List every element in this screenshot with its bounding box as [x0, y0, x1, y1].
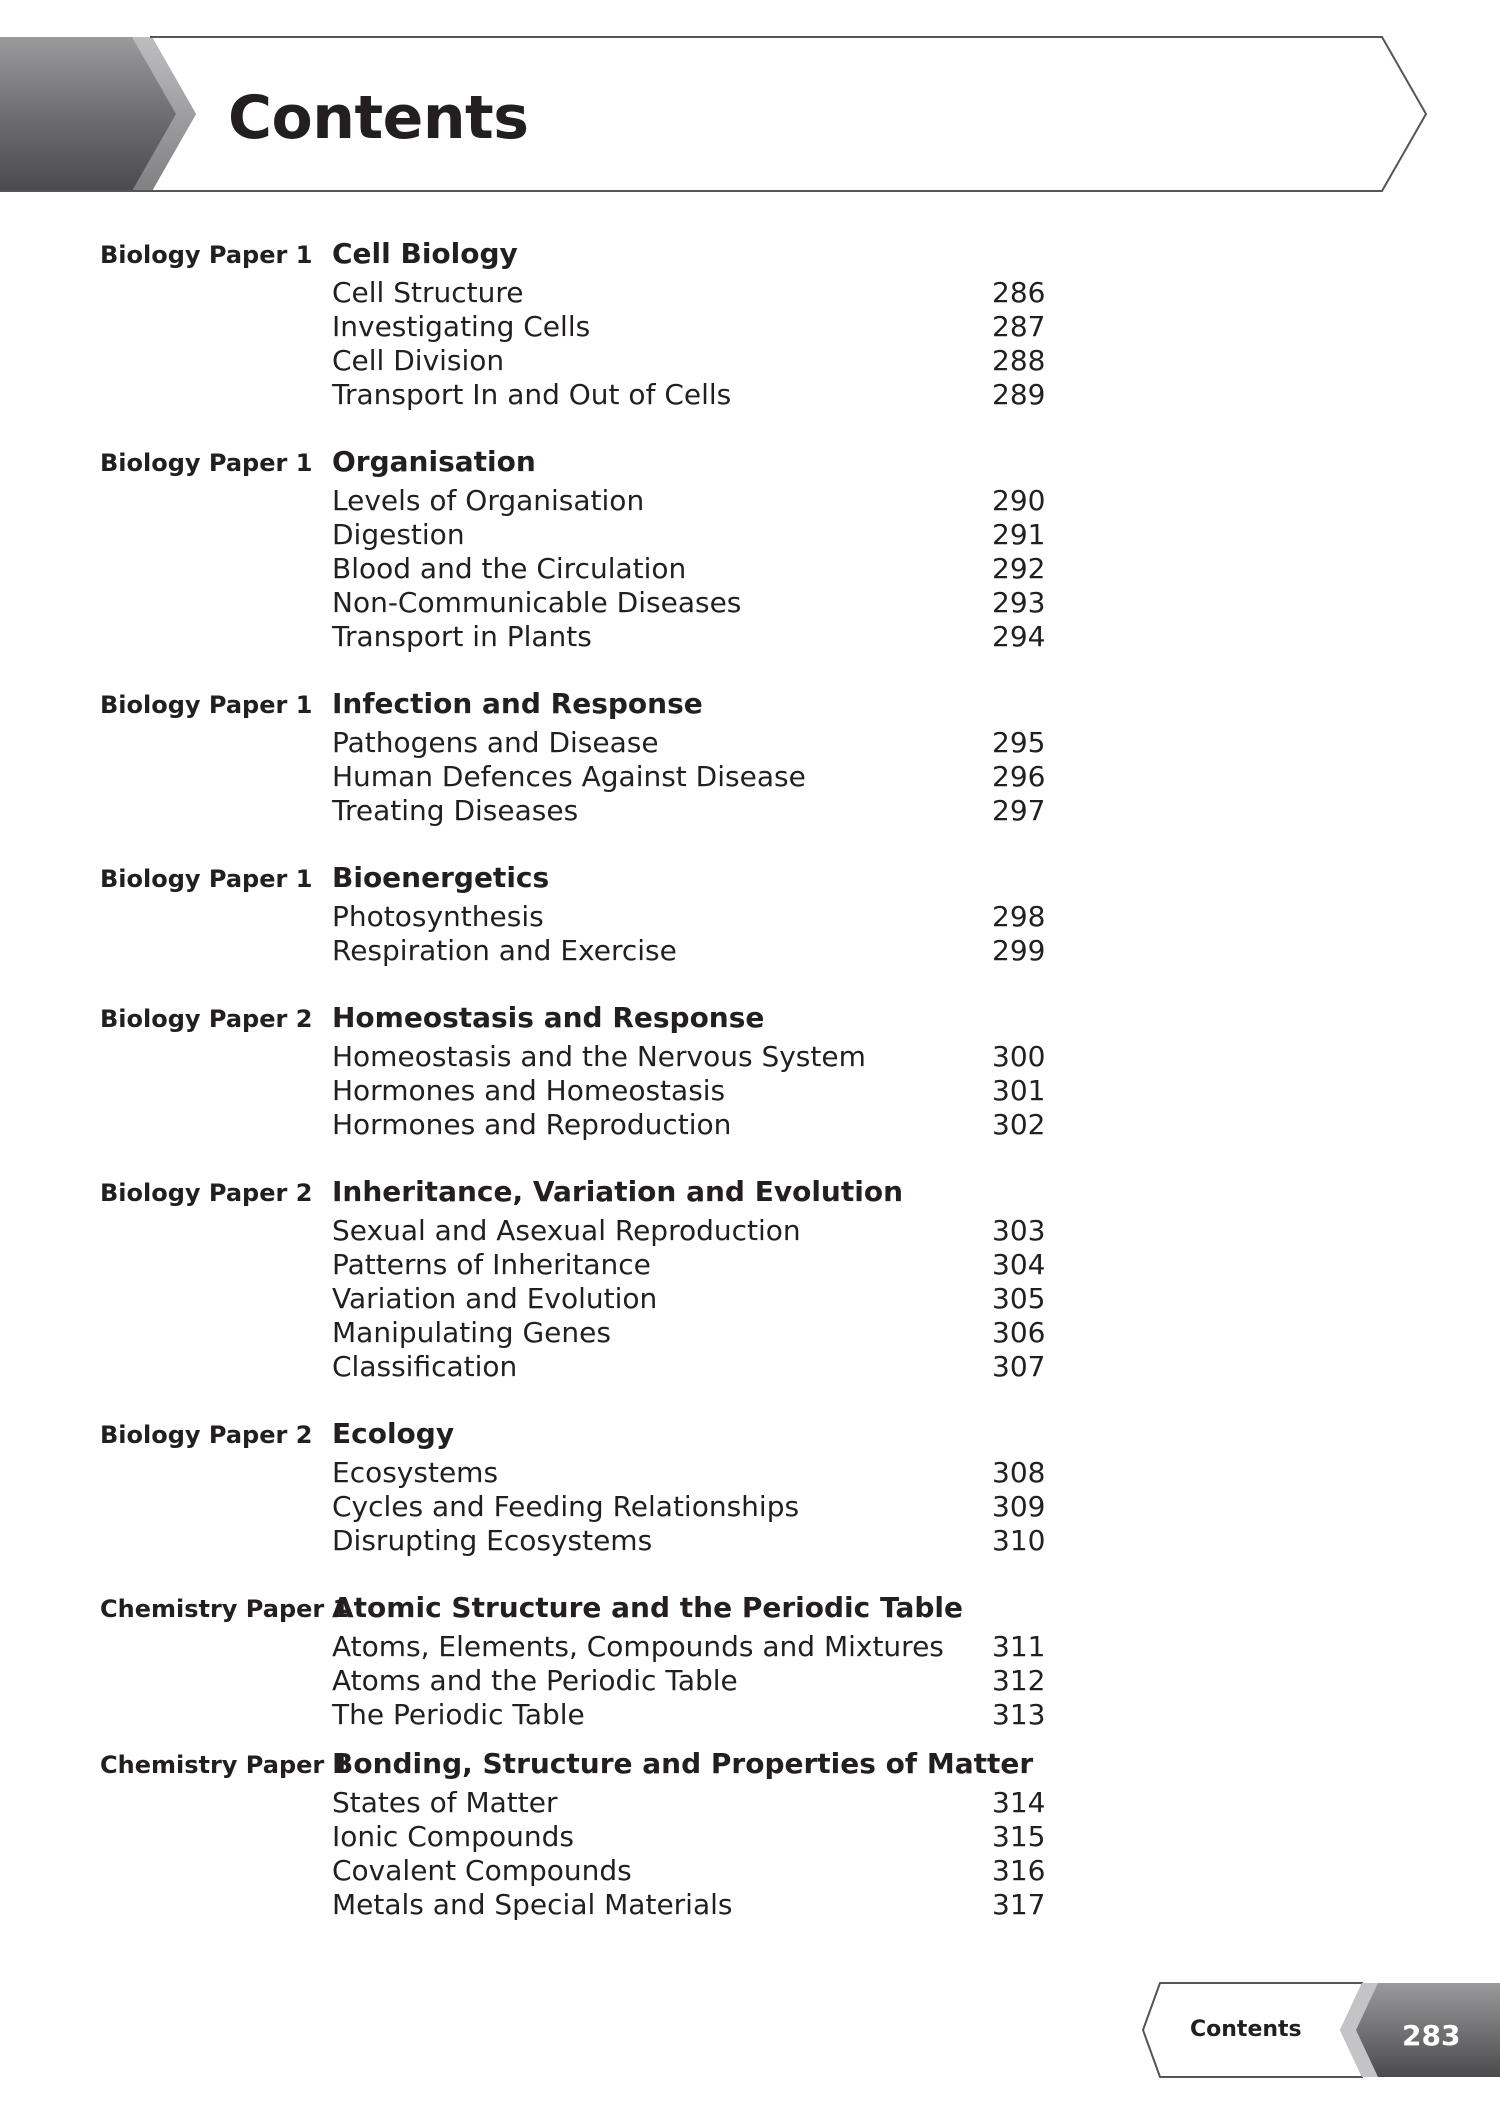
toc-entry[interactable]	[332, 900, 1100, 934]
paper-label: Biology Paper 1	[100, 691, 313, 719]
page-title: Contents	[228, 83, 529, 153]
section-heading: Infection and Response	[332, 687, 703, 720]
entry-title: Transport in Plants	[332, 620, 592, 653]
entry-title: Variation and Evolution	[332, 1282, 658, 1315]
entry-page-number: 314	[992, 1786, 1046, 1819]
entry-page-number: 317	[992, 1888, 1046, 1921]
entry-page-number: 288	[992, 344, 1046, 377]
paper-label: Biology Paper 1	[100, 865, 313, 893]
section-heading: Inheritance, Variation and Evolution	[332, 1175, 904, 1208]
entry-title: Atoms and the Periodic Table	[332, 1664, 738, 1697]
toc-entry[interactable]	[332, 1214, 1100, 1248]
entry-page-number: 299	[992, 934, 1046, 967]
entry-page-number: 293	[992, 586, 1046, 619]
entry-page-number: 308	[992, 1456, 1046, 1489]
entry-title: Transport In and Out of Cells	[332, 378, 732, 411]
toc-entry[interactable]	[332, 1282, 1100, 1316]
toc-entry[interactable]	[332, 484, 1100, 518]
toc-section	[100, 1588, 1100, 1732]
toc-entry[interactable]	[332, 1888, 1100, 1922]
entry-page-number: 311	[992, 1630, 1046, 1663]
entry-page-number: 295	[992, 726, 1046, 759]
footer-label: Contents	[1190, 2017, 1302, 2042]
entry-list	[332, 1040, 1100, 1142]
entry-page-number: 307	[992, 1350, 1046, 1383]
entry-page-number: 290	[992, 484, 1046, 517]
paper-label: Biology Paper 1	[100, 449, 313, 477]
toc-entry[interactable]	[332, 1698, 1100, 1732]
entry-title: Digestion	[332, 518, 465, 551]
toc-section	[100, 858, 1100, 968]
entry-list	[332, 726, 1100, 828]
entry-title: Pathogens and Disease	[332, 726, 659, 759]
toc-section	[100, 1414, 1100, 1558]
toc-entry[interactable]	[332, 1630, 1100, 1664]
section-heading: Ecology	[332, 1417, 455, 1450]
entry-title: Disrupting Ecosystems	[332, 1524, 653, 1557]
entry-title: Sexual and Asexual Reproduction	[332, 1214, 801, 1247]
entry-list	[332, 1630, 1100, 1732]
toc-entry[interactable]	[332, 760, 1100, 794]
entry-title: The Periodic Table	[332, 1698, 585, 1731]
entry-page-number: 291	[992, 518, 1046, 551]
section-heading: Cell Biology	[332, 237, 518, 270]
paper-label: Biology Paper 2	[100, 1421, 313, 1449]
entry-page-number: 306	[992, 1316, 1046, 1349]
entry-title: Cell Division	[332, 344, 505, 377]
entry-page-number: 303	[992, 1214, 1046, 1247]
paper-label: Biology Paper 1	[100, 241, 313, 269]
entry-title: Cell Structure	[332, 276, 524, 309]
entry-title: Non-Communicable Diseases	[332, 586, 742, 619]
entry-title: Metals and Special Materials	[332, 1888, 733, 1921]
toc-entry[interactable]	[332, 378, 1100, 412]
toc-entry[interactable]	[332, 552, 1100, 586]
toc-entry[interactable]	[332, 1108, 1100, 1142]
entry-page-number: 300	[992, 1040, 1046, 1073]
section-heading: Bioenergetics	[332, 861, 550, 894]
entry-page-number: 315	[992, 1820, 1046, 1853]
toc-entry[interactable]	[332, 1456, 1100, 1490]
section-heading: Organisation	[332, 445, 536, 478]
entry-page-number: 301	[992, 1074, 1046, 1107]
paper-label: Biology Paper 2	[100, 1005, 313, 1033]
paper-label: Biology Paper 2	[100, 1179, 313, 1207]
toc-entry[interactable]	[332, 518, 1100, 552]
entry-title: Hormones and Homeostasis	[332, 1074, 726, 1107]
entry-list	[332, 1456, 1100, 1558]
entry-page-number: 305	[992, 1282, 1046, 1315]
entry-page-number: 312	[992, 1664, 1046, 1697]
toc-entry[interactable]	[332, 794, 1100, 828]
toc-entry[interactable]	[332, 1316, 1100, 1350]
toc-entry[interactable]	[332, 1248, 1100, 1282]
entry-page-number: 298	[992, 900, 1046, 933]
entry-title: Ionic Compounds	[332, 1820, 574, 1853]
entry-title: Homeostasis and the Nervous System	[332, 1040, 866, 1073]
entry-list	[332, 900, 1100, 968]
toc-entry[interactable]	[332, 1854, 1100, 1888]
entry-title: Blood and the Circulation	[332, 552, 687, 585]
entry-page-number: 294	[992, 620, 1046, 653]
entry-list	[332, 484, 1100, 654]
entry-title: States of Matter	[332, 1786, 558, 1819]
entry-list	[332, 1786, 1100, 1922]
entry-title: Investigating Cells	[332, 310, 591, 343]
toc-entry[interactable]	[332, 1524, 1100, 1558]
entry-list	[332, 1214, 1100, 1384]
toc-entry[interactable]	[332, 934, 1100, 968]
toc-entry[interactable]	[332, 1820, 1100, 1854]
toc-entry[interactable]	[332, 1664, 1100, 1698]
toc-section	[100, 442, 1100, 654]
section-heading: Atomic Structure and the Periodic Table	[332, 1591, 963, 1624]
header-banner	[0, 0, 1440, 200]
table-of-contents	[100, 234, 1100, 1922]
entry-page-number: 287	[992, 310, 1046, 343]
toc-entry[interactable]	[332, 1490, 1100, 1524]
entry-page-number: 296	[992, 760, 1046, 793]
page-number: 283	[1402, 2019, 1461, 2052]
entry-page-number: 310	[992, 1524, 1046, 1557]
toc-entry[interactable]	[332, 344, 1100, 378]
toc-entry[interactable]	[332, 1350, 1100, 1384]
toc-section	[100, 1744, 1100, 1922]
toc-section	[100, 1172, 1100, 1384]
paper-label: Chemistry Paper 1	[100, 1751, 350, 1779]
entry-page-number: 313	[992, 1698, 1046, 1731]
entry-title: Hormones and Reproduction	[332, 1108, 732, 1141]
entry-page-number: 309	[992, 1490, 1046, 1523]
entry-title: Respiration and Exercise	[332, 934, 677, 967]
entry-page-number: 302	[992, 1108, 1046, 1141]
entry-title: Atoms, Elements, Compounds and Mixtures	[332, 1630, 944, 1663]
toc-entry[interactable]	[332, 276, 1100, 310]
toc-section	[100, 234, 1100, 412]
toc-entry[interactable]	[332, 1040, 1100, 1074]
entry-page-number: 289	[992, 378, 1046, 411]
entry-title: Covalent Compounds	[332, 1854, 632, 1887]
toc-entry[interactable]	[332, 620, 1100, 654]
entry-title: Photosynthesis	[332, 900, 544, 933]
entry-title: Patterns of Inheritance	[332, 1248, 651, 1281]
entry-title: Classification	[332, 1350, 518, 1383]
entry-title: Ecosystems	[332, 1456, 499, 1489]
header-tab-shape	[0, 37, 196, 191]
entry-title: Manipulating Genes	[332, 1316, 611, 1349]
section-heading: Bonding, Structure and Properties of Matter	[332, 1747, 1034, 1780]
entry-page-number: 286	[992, 276, 1046, 309]
section-heading: Homeostasis and Response	[332, 1001, 765, 1034]
toc-entry[interactable]	[332, 1786, 1100, 1820]
paper-label: Chemistry Paper 1	[100, 1595, 350, 1623]
entry-title: Levels of Organisation	[332, 484, 645, 517]
entry-title: Human Defences Against Disease	[332, 760, 806, 793]
entry-list	[332, 276, 1100, 412]
toc-entry[interactable]	[332, 586, 1100, 620]
toc-entry[interactable]	[332, 1074, 1100, 1108]
toc-section	[100, 684, 1100, 828]
toc-entry[interactable]	[332, 726, 1100, 760]
entry-page-number: 292	[992, 552, 1046, 585]
entry-page-number: 304	[992, 1248, 1046, 1281]
toc-entry[interactable]	[332, 310, 1100, 344]
entry-title: Treating Diseases	[332, 794, 579, 827]
entry-title: Cycles and Feeding Relationships	[332, 1490, 800, 1523]
entry-page-number: 316	[992, 1854, 1046, 1887]
toc-section	[100, 998, 1100, 1142]
entry-page-number: 297	[992, 794, 1046, 827]
